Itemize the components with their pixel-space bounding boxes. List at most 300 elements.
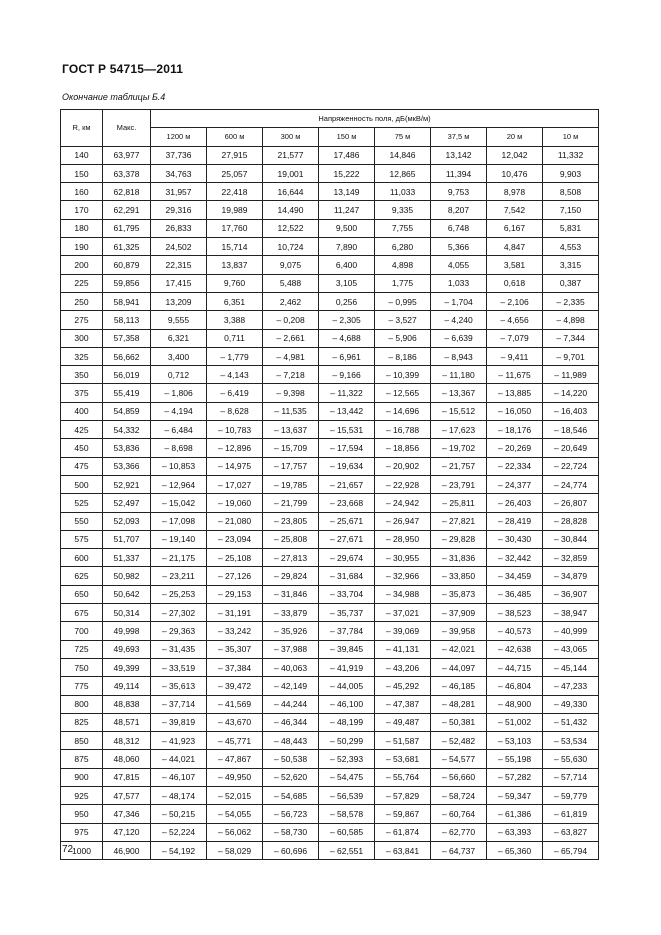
value-cell: – 21,175 (151, 549, 207, 567)
max-cell: 63,977 (103, 146, 151, 164)
value-cell: – 30,955 (375, 549, 431, 567)
distance-cell: 350 (61, 366, 103, 384)
value-cell: – 63,393 (487, 823, 543, 841)
value-cell: – 1,704 (431, 292, 487, 310)
value-cell: – 6,484 (151, 421, 207, 439)
value-cell: – 27,671 (319, 530, 375, 548)
value-cell: – 58,724 (431, 786, 487, 804)
value-cell: 21,577 (263, 146, 319, 164)
value-cell: – 33,519 (151, 658, 207, 676)
value-cell: – 50,215 (151, 805, 207, 823)
value-cell: 26,833 (151, 219, 207, 237)
value-cell: – 64,737 (431, 841, 487, 859)
max-cell: 61,795 (103, 219, 151, 237)
value-cell: – 48,174 (151, 786, 207, 804)
value-cell: – 25,671 (319, 512, 375, 530)
value-cell: – 25,253 (151, 585, 207, 603)
value-cell: – 28,950 (375, 530, 431, 548)
value-cell: 19,989 (207, 201, 263, 219)
value-cell: – 4,981 (263, 347, 319, 365)
table-row (61, 329, 599, 347)
table-row (61, 256, 599, 274)
value-cell: – 7,218 (263, 366, 319, 384)
value-cell: 17,415 (151, 274, 207, 292)
value-cell: – 13,367 (431, 384, 487, 402)
table-row (61, 347, 599, 365)
distance-cell: 250 (61, 292, 103, 310)
value-cell: – 25,108 (207, 549, 263, 567)
value-cell: – 37,714 (151, 695, 207, 713)
value-cell: – 23,094 (207, 530, 263, 548)
value-cell: – 32,442 (487, 549, 543, 567)
value-cell: – 45,292 (375, 677, 431, 695)
document-header: ГОСТ Р 54715—2011 (62, 62, 184, 76)
value-cell: – 15,042 (151, 494, 207, 512)
value-cell: – 20,269 (487, 439, 543, 457)
value-cell: – 26,403 (487, 494, 543, 512)
value-cell: – 48,281 (431, 695, 487, 713)
distance-cell: 275 (61, 311, 103, 329)
value-cell: – 13,442 (319, 402, 375, 420)
value-cell: – 15,531 (319, 421, 375, 439)
value-cell: – 31,846 (263, 585, 319, 603)
value-cell: – 47,233 (543, 677, 599, 695)
value-cell: 15,222 (319, 164, 375, 182)
value-cell: – 37,384 (207, 658, 263, 676)
value-cell: – 6,419 (207, 384, 263, 402)
distance-cell: 325 (61, 347, 103, 365)
table-row (61, 732, 599, 750)
distance-cell: 750 (61, 658, 103, 676)
value-cell: – 12,964 (151, 475, 207, 493)
distance-cell: 625 (61, 567, 103, 585)
value-cell: – 14,220 (543, 384, 599, 402)
distance-cell: 500 (61, 475, 103, 493)
distance-cell: 525 (61, 494, 103, 512)
value-cell: – 6,639 (431, 329, 487, 347)
value-cell: – 21,657 (319, 475, 375, 493)
value-cell: 14,490 (263, 201, 319, 219)
value-cell: 9,903 (543, 164, 599, 182)
table-row (61, 567, 599, 585)
value-cell: – 47,387 (375, 695, 431, 713)
value-cell: 5,366 (431, 238, 487, 256)
value-cell: – 2,335 (543, 292, 599, 310)
value-cell: – 65,360 (487, 841, 543, 859)
value-cell: – 46,107 (151, 768, 207, 786)
value-cell: – 22,334 (487, 457, 543, 475)
distance-cell: 600 (61, 549, 103, 567)
table-row (61, 512, 599, 530)
distance-cell: 425 (61, 421, 103, 439)
value-cell: – 21,799 (263, 494, 319, 512)
value-cell: – 40,999 (543, 622, 599, 640)
max-cell: 49,399 (103, 658, 151, 676)
value-cell: 3,400 (151, 347, 207, 365)
distance-cell: 975 (61, 823, 103, 841)
value-cell: – 43,670 (207, 713, 263, 731)
value-cell: 9,753 (431, 183, 487, 201)
max-cell: 58,941 (103, 292, 151, 310)
value-cell: – 9,398 (263, 384, 319, 402)
max-cell: 48,312 (103, 732, 151, 750)
page-number: 72 (62, 844, 74, 855)
value-cell: – 19,634 (319, 457, 375, 475)
table-header-row (61, 110, 599, 128)
table-row (61, 823, 599, 841)
table-row (61, 274, 599, 292)
value-cell: – 35,873 (431, 585, 487, 603)
value-cell: – 8,628 (207, 402, 263, 420)
value-cell: – 43,206 (375, 658, 431, 676)
value-cell: – 4,194 (151, 402, 207, 420)
distance-cell: 300 (61, 329, 103, 347)
value-cell: 0,387 (543, 274, 599, 292)
table-row (61, 183, 599, 201)
value-cell: – 56,539 (319, 786, 375, 804)
value-cell: – 17,623 (431, 421, 487, 439)
distance-cell: 700 (61, 622, 103, 640)
value-cell: – 53,103 (487, 732, 543, 750)
max-cell: 53,366 (103, 457, 151, 475)
value-cell: – 4,143 (207, 366, 263, 384)
value-cell: 6,280 (375, 238, 431, 256)
max-cell: 61,325 (103, 238, 151, 256)
table-row (61, 695, 599, 713)
value-cell: – 44,005 (319, 677, 375, 695)
max-cell: 63,378 (103, 164, 151, 182)
table-row (61, 604, 599, 622)
value-cell: – 57,714 (543, 768, 599, 786)
value-cell: – 62,551 (319, 841, 375, 859)
table-row (61, 585, 599, 603)
value-cell: – 21,757 (431, 457, 487, 475)
value-cell: 4,553 (543, 238, 599, 256)
table-row (61, 622, 599, 640)
value-cell: 12,865 (375, 164, 431, 182)
table-row (61, 841, 599, 859)
value-cell: – 63,841 (375, 841, 431, 859)
table-row (61, 805, 599, 823)
table-row (61, 494, 599, 512)
value-cell: 1,775 (375, 274, 431, 292)
max-cell: 56,662 (103, 347, 151, 365)
value-cell: – 44,244 (263, 695, 319, 713)
value-cell: 4,055 (431, 256, 487, 274)
value-cell: 8,508 (543, 183, 599, 201)
value-cell: – 54,475 (319, 768, 375, 786)
value-cell: – 18,176 (487, 421, 543, 439)
distance-cell: 475 (61, 457, 103, 475)
table-row (61, 366, 599, 384)
distance-cell: 1000 (61, 841, 103, 859)
value-cell: – 20,649 (543, 439, 599, 457)
value-cell: – 13,637 (263, 421, 319, 439)
value-cell: – 28,419 (487, 512, 543, 530)
table-row (61, 311, 599, 329)
value-cell: – 6,961 (319, 347, 375, 365)
value-cell: 17,486 (319, 146, 375, 164)
value-cell: – 7,079 (487, 329, 543, 347)
value-cell: – 19,702 (431, 439, 487, 457)
value-cell: – 22,928 (375, 475, 431, 493)
value-cell: – 16,050 (487, 402, 543, 420)
value-cell: – 26,807 (543, 494, 599, 512)
value-cell: – 33,704 (319, 585, 375, 603)
value-cell: – 46,185 (431, 677, 487, 695)
max-cell: 51,707 (103, 530, 151, 548)
value-cell: – 59,347 (487, 786, 543, 804)
column-header-height: 150 м (319, 128, 375, 146)
distance-cell: 875 (61, 750, 103, 768)
table-row (61, 164, 599, 182)
column-header-height: 1200 м (151, 128, 207, 146)
value-cell: 12,522 (263, 219, 319, 237)
value-cell: 13,149 (319, 183, 375, 201)
value-cell: 8,978 (487, 183, 543, 201)
value-cell: 11,332 (543, 146, 599, 164)
value-cell: – 29,828 (431, 530, 487, 548)
value-cell: – 15,512 (431, 402, 487, 420)
table-row (61, 640, 599, 658)
value-cell: – 19,060 (207, 494, 263, 512)
value-cell: – 2,305 (319, 311, 375, 329)
value-cell: – 52,224 (151, 823, 207, 841)
value-cell: – 49,950 (207, 768, 263, 786)
value-cell: – 58,730 (263, 823, 319, 841)
value-cell: – 58,578 (319, 805, 375, 823)
value-cell: 0,256 (319, 292, 375, 310)
max-cell: 51,337 (103, 549, 151, 567)
value-cell: – 48,900 (487, 695, 543, 713)
table-caption: Окончание таблицы Б.4 (62, 92, 166, 102)
max-cell: 48,060 (103, 750, 151, 768)
distance-cell: 180 (61, 219, 103, 237)
value-cell: – 49,330 (543, 695, 599, 713)
value-cell: – 56,660 (431, 768, 487, 786)
value-cell: – 57,282 (487, 768, 543, 786)
value-cell: 0,618 (487, 274, 543, 292)
value-cell: – 23,211 (151, 567, 207, 585)
value-cell: – 25,808 (263, 530, 319, 548)
value-cell: – 36,907 (543, 585, 599, 603)
value-cell: – 17,027 (207, 475, 263, 493)
table-row (61, 677, 599, 695)
value-cell: – 41,569 (207, 695, 263, 713)
value-cell: – 27,126 (207, 567, 263, 585)
table-row (61, 402, 599, 420)
value-cell: 9,555 (151, 311, 207, 329)
value-cell: – 50,538 (263, 750, 319, 768)
value-cell: – 17,594 (319, 439, 375, 457)
value-cell: – 40,573 (487, 622, 543, 640)
value-cell: – 27,821 (431, 512, 487, 530)
value-cell: – 16,403 (543, 402, 599, 420)
value-cell: 6,400 (319, 256, 375, 274)
value-cell: – 8,186 (375, 347, 431, 365)
value-cell: – 37,988 (263, 640, 319, 658)
max-cell: 54,859 (103, 402, 151, 420)
value-cell: – 63,827 (543, 823, 599, 841)
table-row (61, 201, 599, 219)
value-cell: 13,209 (151, 292, 207, 310)
value-cell: 13,142 (431, 146, 487, 164)
value-cell: – 9,411 (487, 347, 543, 365)
value-cell: – 12,896 (207, 439, 263, 457)
value-cell: – 1,779 (207, 347, 263, 365)
value-cell: – 30,844 (543, 530, 599, 548)
value-cell: – 58,029 (207, 841, 263, 859)
value-cell: 22,418 (207, 183, 263, 201)
value-cell: – 4,898 (543, 311, 599, 329)
value-cell: – 60,764 (431, 805, 487, 823)
value-cell: – 24,942 (375, 494, 431, 512)
value-cell: – 14,696 (375, 402, 431, 420)
value-cell: – 21,080 (207, 512, 263, 530)
value-cell: – 29,674 (319, 549, 375, 567)
value-cell: – 54,192 (151, 841, 207, 859)
value-cell: – 50,299 (319, 732, 375, 750)
value-cell: – 55,630 (543, 750, 599, 768)
value-cell: 6,321 (151, 329, 207, 347)
value-cell: – 28,828 (543, 512, 599, 530)
value-cell: – 27,302 (151, 604, 207, 622)
column-header-height: 20 м (487, 128, 543, 146)
value-cell: – 26,947 (375, 512, 431, 530)
distance-cell: 200 (61, 256, 103, 274)
value-cell: – 4,656 (487, 311, 543, 329)
value-cell: – 42,021 (431, 640, 487, 658)
value-cell: 9,335 (375, 201, 431, 219)
value-cell: – 19,785 (263, 475, 319, 493)
value-cell: – 29,824 (263, 567, 319, 585)
distance-cell: 550 (61, 512, 103, 530)
value-cell: – 31,836 (431, 549, 487, 567)
value-cell: – 22,724 (543, 457, 599, 475)
value-cell: 9,075 (263, 256, 319, 274)
value-cell: – 29,153 (207, 585, 263, 603)
value-cell: – 55,764 (375, 768, 431, 786)
value-cell: – 31,435 (151, 640, 207, 658)
value-cell: 25,057 (207, 164, 263, 182)
value-cell: – 15,709 (263, 439, 319, 457)
max-cell: 52,921 (103, 475, 151, 493)
value-cell: 8,207 (431, 201, 487, 219)
value-cell: – 7,344 (543, 329, 599, 347)
value-cell: – 38,947 (543, 604, 599, 622)
max-cell: 49,998 (103, 622, 151, 640)
value-cell: – 39,472 (207, 677, 263, 695)
distance-cell: 800 (61, 695, 103, 713)
value-cell: 5,488 (263, 274, 319, 292)
value-cell: – 41,131 (375, 640, 431, 658)
table-row (61, 530, 599, 548)
value-cell: – 17,757 (263, 457, 319, 475)
value-cell: – 10,783 (207, 421, 263, 439)
max-cell: 62,818 (103, 183, 151, 201)
distance-cell: 450 (61, 439, 103, 457)
value-cell: – 39,958 (431, 622, 487, 640)
value-cell: – 45,144 (543, 658, 599, 676)
value-cell: – 30,430 (487, 530, 543, 548)
value-cell: – 33,879 (263, 604, 319, 622)
max-cell: 52,497 (103, 494, 151, 512)
table-row (61, 384, 599, 402)
value-cell: – 40,063 (263, 658, 319, 676)
value-cell: – 59,867 (375, 805, 431, 823)
value-cell: – 56,062 (207, 823, 263, 841)
table-row (61, 475, 599, 493)
value-cell: – 11,535 (263, 402, 319, 420)
value-cell: – 19,140 (151, 530, 207, 548)
value-cell: – 51,002 (487, 713, 543, 731)
value-cell: – 54,685 (263, 786, 319, 804)
value-cell: 9,760 (207, 274, 263, 292)
value-cell: 15,714 (207, 238, 263, 256)
max-cell: 57,358 (103, 329, 151, 347)
value-cell: 31,957 (151, 183, 207, 201)
value-cell: 3,315 (543, 256, 599, 274)
column-header-height: 10 м (543, 128, 599, 146)
distance-cell: 675 (61, 604, 103, 622)
value-cell: – 5,906 (375, 329, 431, 347)
value-cell: – 35,613 (151, 677, 207, 695)
value-cell: – 45,771 (207, 732, 263, 750)
value-cell: – 35,307 (207, 640, 263, 658)
value-cell: – 39,819 (151, 713, 207, 731)
value-cell: – 16,788 (375, 421, 431, 439)
max-cell: 50,642 (103, 585, 151, 603)
max-cell: 59,856 (103, 274, 151, 292)
value-cell: – 34,879 (543, 567, 599, 585)
value-cell: – 3,527 (375, 311, 431, 329)
max-cell: 56,019 (103, 366, 151, 384)
value-cell: – 35,737 (319, 604, 375, 622)
value-cell: – 17,098 (151, 512, 207, 530)
value-cell: – 46,344 (263, 713, 319, 731)
column-header-height: 75 м (375, 128, 431, 146)
value-cell: – 34,459 (487, 567, 543, 585)
value-cell: 4,847 (487, 238, 543, 256)
value-cell: 1,033 (431, 274, 487, 292)
value-cell: – 52,620 (263, 768, 319, 786)
max-cell: 48,571 (103, 713, 151, 731)
distance-cell: 400 (61, 402, 103, 420)
value-cell: – 46,100 (319, 695, 375, 713)
value-cell: – 51,587 (375, 732, 431, 750)
max-cell: 54,332 (103, 421, 151, 439)
value-cell: – 54,577 (431, 750, 487, 768)
value-cell: – 44,097 (431, 658, 487, 676)
value-cell: – 41,923 (151, 732, 207, 750)
value-cell: – 13,885 (487, 384, 543, 402)
value-cell: 4,898 (375, 256, 431, 274)
table-row (61, 439, 599, 457)
value-cell: – 9,166 (319, 366, 375, 384)
value-cell: 11,033 (375, 183, 431, 201)
value-cell: 14,846 (375, 146, 431, 164)
value-cell: – 48,443 (263, 732, 319, 750)
distance-cell: 950 (61, 805, 103, 823)
value-cell: – 61,386 (487, 805, 543, 823)
value-cell: – 2,661 (263, 329, 319, 347)
column-header-max: Макс. (103, 110, 151, 147)
value-cell: 12,042 (487, 146, 543, 164)
value-cell: – 4,240 (431, 311, 487, 329)
value-cell: 27,915 (207, 146, 263, 164)
value-cell: – 18,546 (543, 421, 599, 439)
distance-cell: 190 (61, 238, 103, 256)
